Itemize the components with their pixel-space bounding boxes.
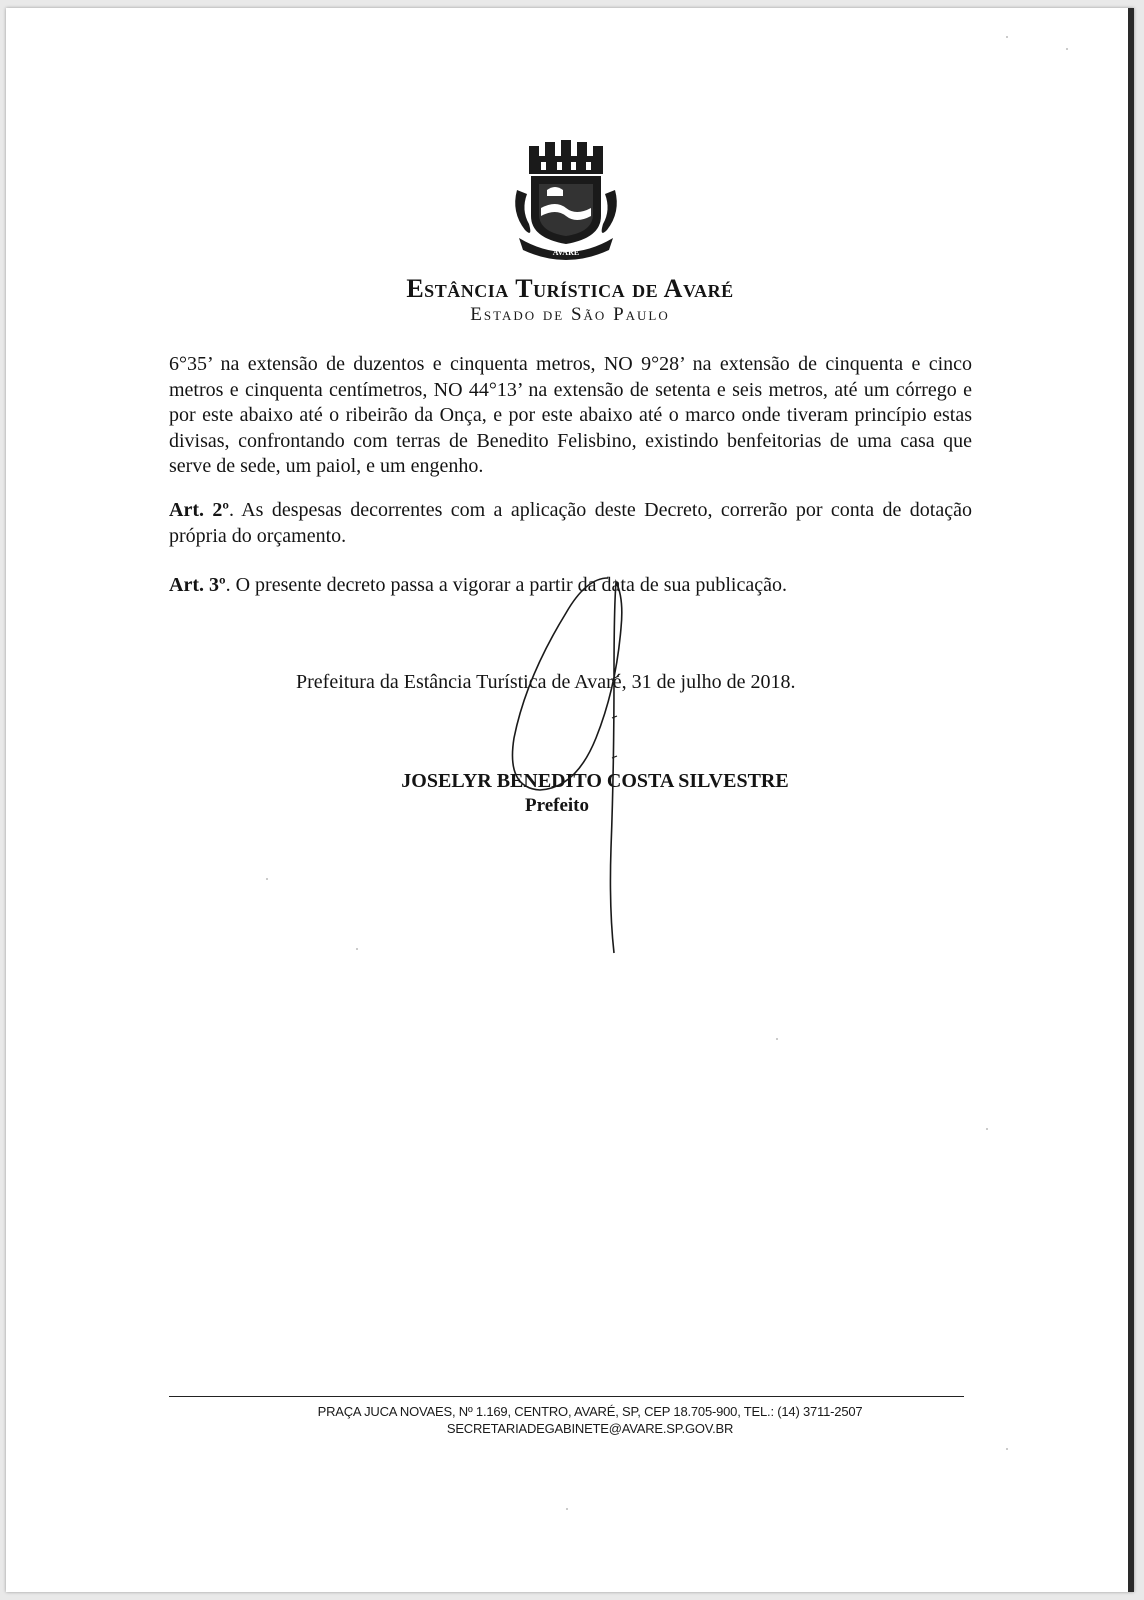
scan-speck — [566, 1508, 568, 1510]
body-paragraph: 6°35’ na extensão de duzentos e cinquenta metros, NO 9°28’ na extensão de cinquenta e cinco metros e cinquenta centímetros, NO 44°13’ na extensão de setenta e seis metros, até um córrego e por este abaixo até o ribeirão da Onça, e por este abaixo até o marco onde tiveram princípio estas divisas, confrontando com terras de Benedito Felisbino, existindo benfeitorias de uma casa que serve de sede, um paiol, e um engenho. — [169, 353, 972, 477]
scan-speck — [266, 878, 268, 880]
article-3-label: Art. 3º — [169, 574, 226, 596]
document-page — [6, 8, 1134, 1592]
article-2-label: Art. 2º — [169, 499, 229, 521]
scan-speck — [776, 1038, 778, 1040]
scan-speck — [1006, 1448, 1008, 1450]
scan-speck — [1006, 36, 1008, 38]
place-and-date: Prefeitura da Estância Turística de Avaré, 31 de julho de 2018. — [296, 671, 796, 693]
signatory-role: Prefeito — [525, 795, 589, 816]
scan-speck — [1066, 48, 1068, 50]
organization-title: Estância Turística de Avaré — [406, 274, 734, 303]
organization-subtitle: Estado de São Paulo — [470, 304, 670, 325]
scan-speck — [356, 948, 358, 950]
crest-motto: AVARÉ — [552, 248, 580, 257]
footer-divider — [169, 1396, 964, 1397]
signatory-name: JOSELYR BENEDITO COSTA SILVESTRE — [401, 770, 789, 792]
scan-speck — [986, 1128, 988, 1130]
article-2 — [169, 498, 972, 549]
article-3-text: . O presente decreto passa a vigorar a partir da data de sua publicação. — [225, 574, 787, 596]
coat-of-arms-icon — [511, 138, 621, 263]
footer-email: SECRETARIADEGABINETE@AVARE.SP.GOV.BR — [446, 1421, 734, 1436]
article-2-text: . As despesas decorrentes com a aplicação deste Decreto, correrão por conta de dotação própria do orçamento. — [169, 499, 972, 547]
footer-address: PRAÇA JUCA NOVAES, Nº 1.169, CENTRO, AVARÉ, SP, CEP 18.705-900, TEL.: (14) 3711-2507 — [317, 1404, 863, 1419]
page-edge-shadow — [1128, 8, 1134, 1592]
handwritten-signature — [496, 568, 676, 968]
